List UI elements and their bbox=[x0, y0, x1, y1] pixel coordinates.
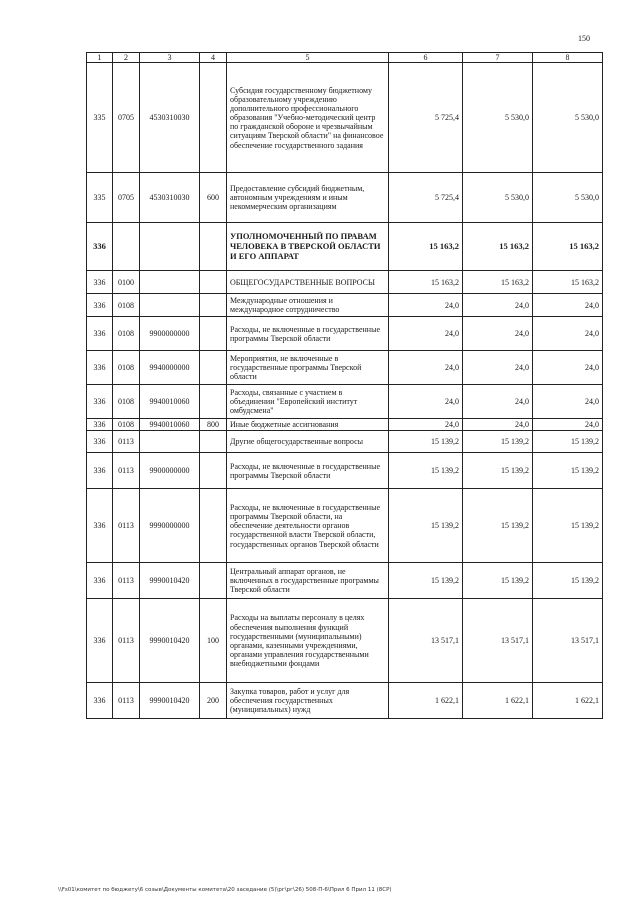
budget-table bbox=[86, 52, 603, 719]
expense-type-cell bbox=[200, 63, 227, 173]
amount-year1-cell: 5 725,4 bbox=[389, 173, 463, 223]
target-article-cell bbox=[140, 223, 200, 271]
expense-type-cell bbox=[200, 431, 227, 453]
description-cell: Закупка товаров, работ и услуг для обеспечения государственных (муниципальных) нужд bbox=[227, 683, 389, 719]
expense-type-cell: 200 bbox=[200, 683, 227, 719]
file-path-footer: \\Fs01\комитет по бюджету\6 созыв\Документы комитета\20 заседание (5)\рг\рг\26) 508-П-6\Прил 6 Прил 11 (8СР) bbox=[58, 887, 392, 893]
description-cell: Расходы, не включенные в государственные программы Тверской области, на обеспечение деятельности органов государственной власти Тверской области, государственных органов Тверской области bbox=[227, 489, 389, 563]
section-code-cell bbox=[113, 223, 140, 271]
expense-type-cell: 800 bbox=[200, 419, 227, 431]
amount-year1-cell: 15 139,2 bbox=[389, 453, 463, 489]
expense-type-cell: 100 bbox=[200, 599, 227, 683]
col-header-1: 1 bbox=[87, 53, 113, 63]
table-row bbox=[87, 453, 603, 489]
admin-code-cell: 336 bbox=[87, 683, 113, 719]
admin-code-cell: 336 bbox=[87, 599, 113, 683]
amount-year2-cell: 24,0 bbox=[463, 419, 533, 431]
target-article-cell: 4530310030 bbox=[140, 173, 200, 223]
amount-year1-cell: 13 517,1 bbox=[389, 599, 463, 683]
description-cell: Предоставление субсидий бюджетным, автономным учреждениям и иным некоммерческим организациям bbox=[227, 173, 389, 223]
amount-year1-cell: 24,0 bbox=[389, 385, 463, 419]
table-row bbox=[87, 385, 603, 419]
description-cell: УПОЛНОМОЧЕННЫЙ ПО ПРАВАМ ЧЕЛОВЕКА В ТВЕРСКОЙ ОБЛАСТИ И ЕГО АППАРАТ bbox=[227, 223, 389, 271]
col-header-8: 8 bbox=[533, 53, 603, 63]
admin-code-cell: 336 bbox=[87, 453, 113, 489]
section-code-cell: 0113 bbox=[113, 431, 140, 453]
section-code-cell: 0705 bbox=[113, 173, 140, 223]
description-cell: Расходы, связанные с участием в объединении "Европейский институт омбудсмена" bbox=[227, 385, 389, 419]
amount-year3-cell: 15 139,2 bbox=[533, 431, 603, 453]
admin-code-cell: 336 bbox=[87, 223, 113, 271]
amount-year2-cell: 24,0 bbox=[463, 351, 533, 385]
amount-year3-cell: 15 139,2 bbox=[533, 453, 603, 489]
admin-code-cell: 335 bbox=[87, 63, 113, 173]
amount-year3-cell: 13 517,1 bbox=[533, 599, 603, 683]
section-code-cell: 0113 bbox=[113, 563, 140, 599]
amount-year2-cell: 24,0 bbox=[463, 294, 533, 317]
amount-year2-cell: 15 163,2 bbox=[463, 271, 533, 294]
amount-year3-cell: 15 163,2 bbox=[533, 271, 603, 294]
expense-type-cell bbox=[200, 271, 227, 294]
table-row bbox=[87, 351, 603, 385]
amount-year3-cell: 15 163,2 bbox=[533, 223, 603, 271]
description-cell: Расходы, не включенные в государственные программы Тверской области bbox=[227, 317, 389, 351]
col-header-2: 2 bbox=[113, 53, 140, 63]
expense-type-cell bbox=[200, 489, 227, 563]
section-code-cell: 0100 bbox=[113, 271, 140, 294]
description-cell: Центральный аппарат органов, не включенных в государственные программы Тверской области bbox=[227, 563, 389, 599]
header-row bbox=[87, 53, 603, 63]
section-code-cell: 0705 bbox=[113, 63, 140, 173]
admin-code-cell: 336 bbox=[87, 431, 113, 453]
amount-year2-cell: 24,0 bbox=[463, 317, 533, 351]
expense-type-cell bbox=[200, 453, 227, 489]
section-code-cell: 0108 bbox=[113, 385, 140, 419]
table-row bbox=[87, 683, 603, 719]
table-row bbox=[87, 173, 603, 223]
amount-year2-cell: 15 139,2 bbox=[463, 431, 533, 453]
amount-year2-cell: 15 139,2 bbox=[463, 563, 533, 599]
expense-type-cell bbox=[200, 351, 227, 385]
description-cell: Мероприятия, не включенные в государственные программы Тверской области bbox=[227, 351, 389, 385]
expense-type-cell bbox=[200, 385, 227, 419]
description-cell: Субсидия государственному бюджетному образовательному учреждению дополнительного профессионального образования "Учебно-методический центр по гражданской обороне и чрезвычайным ситуациям Тверской области" на финансовое обеспечение государственного задания bbox=[227, 63, 389, 173]
amount-year3-cell: 24,0 bbox=[533, 351, 603, 385]
expense-type-cell bbox=[200, 563, 227, 599]
description-cell: ОБЩЕГОСУДАРСТВЕННЫЕ ВОПРОСЫ bbox=[227, 271, 389, 294]
admin-code-cell: 336 bbox=[87, 294, 113, 317]
target-article-cell: 9940010060 bbox=[140, 385, 200, 419]
admin-code-cell: 336 bbox=[87, 563, 113, 599]
table-row bbox=[87, 271, 603, 294]
amount-year1-cell: 24,0 bbox=[389, 419, 463, 431]
target-article-cell: 9990010420 bbox=[140, 563, 200, 599]
amount-year1-cell: 24,0 bbox=[389, 317, 463, 351]
admin-code-cell: 336 bbox=[87, 271, 113, 294]
amount-year2-cell: 24,0 bbox=[463, 385, 533, 419]
amount-year1-cell: 15 139,2 bbox=[389, 431, 463, 453]
description-cell: Международные отношения и международное сотрудничество bbox=[227, 294, 389, 317]
description-cell: Расходы на выплаты персоналу в целях обеспечения выполнения функций государственными (муниципальными) органами, казенными учреждениями, органами управления государственными внебюджетными фондами bbox=[227, 599, 389, 683]
amount-year2-cell: 5 530,0 bbox=[463, 173, 533, 223]
admin-code-cell: 336 bbox=[87, 317, 113, 351]
target-article-cell bbox=[140, 294, 200, 317]
target-article-cell: 9900000000 bbox=[140, 453, 200, 489]
table-row bbox=[87, 563, 603, 599]
section-code-cell: 0108 bbox=[113, 294, 140, 317]
target-article-cell: 9900000000 bbox=[140, 317, 200, 351]
amount-year3-cell: 15 139,2 bbox=[533, 489, 603, 563]
target-article-cell: 4530310030 bbox=[140, 63, 200, 173]
table-row bbox=[87, 294, 603, 317]
amount-year3-cell: 24,0 bbox=[533, 385, 603, 419]
admin-code-cell: 336 bbox=[87, 385, 113, 419]
table-row bbox=[87, 431, 603, 453]
expense-type-cell bbox=[200, 294, 227, 317]
amount-year3-cell: 24,0 bbox=[533, 294, 603, 317]
table-row bbox=[87, 489, 603, 563]
target-article-cell: 9990010420 bbox=[140, 683, 200, 719]
amount-year2-cell: 15 139,2 bbox=[463, 453, 533, 489]
admin-code-cell: 336 bbox=[87, 489, 113, 563]
amount-year3-cell: 15 139,2 bbox=[533, 563, 603, 599]
table-row bbox=[87, 317, 603, 351]
section-code-cell: 0108 bbox=[113, 419, 140, 431]
section-code-cell: 0108 bbox=[113, 351, 140, 385]
amount-year3-cell: 5 530,0 bbox=[533, 63, 603, 173]
amount-year3-cell: 24,0 bbox=[533, 419, 603, 431]
section-code-cell: 0113 bbox=[113, 599, 140, 683]
amount-year1-cell: 15 163,2 bbox=[389, 223, 463, 271]
section-code-cell: 0113 bbox=[113, 489, 140, 563]
section-code-cell: 0113 bbox=[113, 453, 140, 489]
admin-code-cell: 336 bbox=[87, 351, 113, 385]
admin-code-cell: 336 bbox=[87, 419, 113, 431]
amount-year2-cell: 1 622,1 bbox=[463, 683, 533, 719]
target-article-cell: 9990000000 bbox=[140, 489, 200, 563]
target-article-cell: 9990010420 bbox=[140, 599, 200, 683]
description-cell: Другие общегосударственные вопросы bbox=[227, 431, 389, 453]
amount-year1-cell: 15 139,2 bbox=[389, 563, 463, 599]
table-body bbox=[87, 63, 603, 719]
target-article-cell: 9940010060 bbox=[140, 419, 200, 431]
section-code-cell: 0108 bbox=[113, 317, 140, 351]
amount-year2-cell: 15 163,2 bbox=[463, 223, 533, 271]
target-article-cell bbox=[140, 271, 200, 294]
target-article-cell bbox=[140, 431, 200, 453]
target-article-cell: 9940000000 bbox=[140, 351, 200, 385]
expense-type-cell bbox=[200, 317, 227, 351]
col-header-4: 4 bbox=[200, 53, 227, 63]
amount-year3-cell: 5 530,0 bbox=[533, 173, 603, 223]
col-header-6: 6 bbox=[389, 53, 463, 63]
table-row bbox=[87, 63, 603, 173]
amount-year3-cell: 24,0 bbox=[533, 317, 603, 351]
amount-year3-cell: 1 622,1 bbox=[533, 683, 603, 719]
col-header-5: 5 bbox=[227, 53, 389, 63]
expense-type-cell bbox=[200, 223, 227, 271]
amount-year1-cell: 15 163,2 bbox=[389, 271, 463, 294]
amount-year2-cell: 13 517,1 bbox=[463, 599, 533, 683]
admin-code-cell: 335 bbox=[87, 173, 113, 223]
amount-year1-cell: 24,0 bbox=[389, 351, 463, 385]
amount-year2-cell: 5 530,0 bbox=[463, 63, 533, 173]
col-header-7: 7 bbox=[463, 53, 533, 63]
table-row bbox=[87, 223, 603, 271]
expense-type-cell: 600 bbox=[200, 173, 227, 223]
table-row bbox=[87, 419, 603, 431]
amount-year1-cell: 5 725,4 bbox=[389, 63, 463, 173]
amount-year2-cell: 15 139,2 bbox=[463, 489, 533, 563]
amount-year1-cell: 15 139,2 bbox=[389, 489, 463, 563]
section-code-cell: 0113 bbox=[113, 683, 140, 719]
amount-year1-cell: 24,0 bbox=[389, 294, 463, 317]
page-number: 150 bbox=[578, 34, 590, 43]
amount-year1-cell: 1 622,1 bbox=[389, 683, 463, 719]
col-header-3: 3 bbox=[140, 53, 200, 63]
table-row bbox=[87, 599, 603, 683]
description-cell: Иные бюджетные ассигнования bbox=[227, 419, 389, 431]
description-cell: Расходы, не включенные в государственные программы Тверской области bbox=[227, 453, 389, 489]
